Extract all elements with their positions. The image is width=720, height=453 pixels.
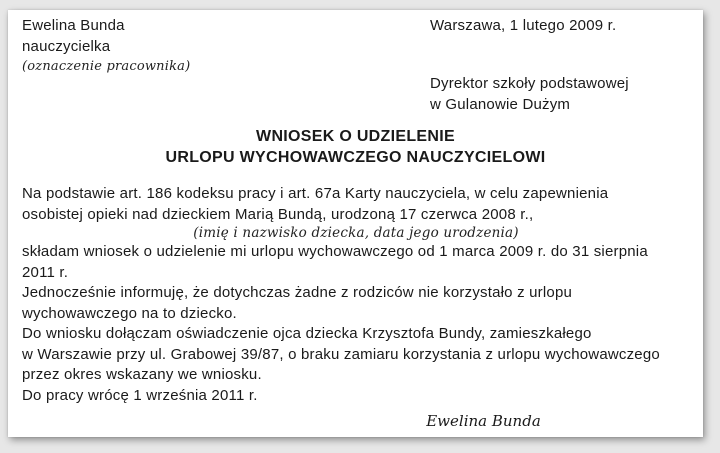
sender-label: (oznaczenie pracownika) xyxy=(22,59,191,74)
signature-name: Ewelina Bunda xyxy=(426,412,541,430)
signature-block xyxy=(8,411,703,432)
body-line: osobistej opieki nad dzieckiem Marią Bundą, urodzoną 17 czerwca 2008 r., xyxy=(22,205,534,223)
body-line: Na podstawie art. 186 kodeksu pracy i art. 67a Karty nauczyciela, w celu zapewnienia xyxy=(22,185,609,202)
document-page xyxy=(8,10,703,437)
sender-name: Ewelina Bunda xyxy=(22,17,125,34)
place-and-date: Warszawa, 1 lutego 2009 r. xyxy=(430,17,617,34)
recipient-line-2: w Gulanowie Dużym xyxy=(430,96,571,113)
document-title-line-1: WNIOSEK O UDZIELENIE xyxy=(256,128,455,145)
body-line: w Warszawie przy ul. Grabowej 39/87, o braku zamiaru korzystania z urlopu wychowawczego xyxy=(22,345,660,363)
document-title xyxy=(8,126,703,168)
document-title-line-2: URLOPU WYCHOWAWCZEGO NAUCZYCIELOWI xyxy=(165,149,546,166)
recipient-line-1: Dyrektor szkoły podstawowej xyxy=(430,75,629,92)
body-line: Do pracy wrócę 1 września 2011 r. xyxy=(22,386,258,404)
child-data-caption: (imię i nazwisko dziecka, data jego urodzenia) xyxy=(193,225,519,241)
body-line: Jednocześnie informuję, że dotychczas żadne z rodziców nie korzystało z urlopu xyxy=(22,284,573,301)
body-line: przez okres wskazany we wniosku. xyxy=(22,366,262,383)
sender-role: nauczycielka xyxy=(22,38,111,55)
body-line: 2011 r. xyxy=(22,263,69,281)
recipient-block xyxy=(430,73,629,115)
body-line: Do wniosku dołączam oświadczenie ojca dziecka Krzysztofa Bundy, zamieszkałego xyxy=(22,325,592,342)
body-line: wychowawczego na to dziecko. xyxy=(22,304,237,322)
document-body xyxy=(22,184,690,406)
sender-block xyxy=(22,15,190,77)
body-line: składam wniosek o udzielenie mi urlopu wychowawczego od 1 marca 2009 r. do 31 sierpnia xyxy=(22,243,648,260)
